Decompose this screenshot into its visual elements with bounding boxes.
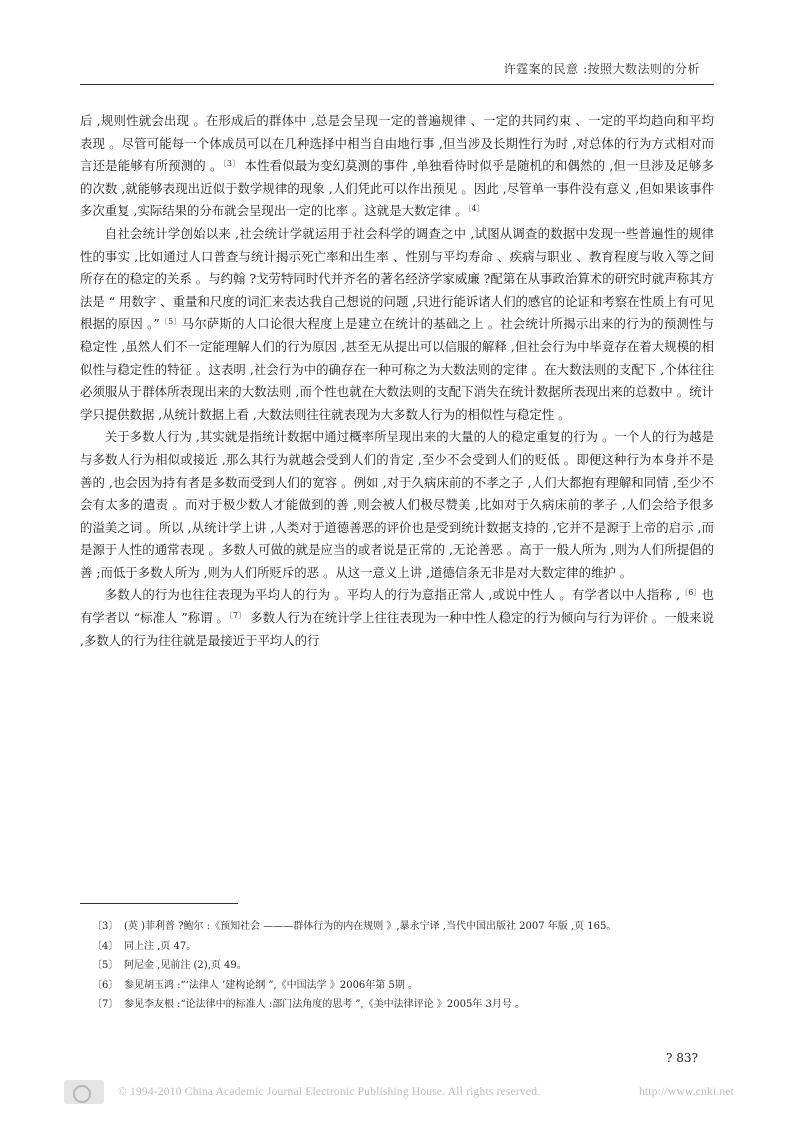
footnote-text: (英 )菲利普 ?鲍尔 :《预知社会 ———群体行为的内在规则 》,暴永宁译 ,当代中国出版社 2007 年版 ,页 165。 (124, 921, 617, 932)
paragraph-3: 关于多数人行为 ,其实就是指统计数据中通过概率所呈现出来的大量的人的稳定重复的行为 。一个人的行为越是与多数人行为相似或接近 ,那么其行为就越会受到人们的肯定 ,至少不会受到人们的贬低 。即便这种行为本身并不是善的 ,也会因为持有者是多数而受到人们的宽容 。例如 ,对于久病床前的不孝之子 ,人们大都抱有理解和同情 ,至少不会有太多的遣责 。而对于极少数人才能做到的善 ,则会被人们极尽赞美 ,比如对于久病床前的孝子 ,人们会给予很多的溢美之词 。所以 ,从统计学上讲 ,人类对于道德善恶的评价也是受到统计数据支持的 ,它并不是源于上帝的启示 ,而是源于人性的通常表现 。多数人可做的就是应当的或者说是正常的 ,无论善恶 。高于一般人所为 ,则为人们所提倡的善 ;而低于多数人所为 ,则为人们所贬斥的恶 。从这一意义上讲 ,道德信条无非是对大数定律的维护 。 (80, 429, 714, 580)
footnote-text: 参见胡玉鸿 :“‘法律人 ’建构论纲 ”,《中国法学 》2006年第 5期 。 (124, 979, 419, 991)
footnote-item (80, 938, 714, 956)
running-header (80, 58, 714, 85)
paragraph-4: 多数人的行为也往往表现为平均人的行为 。平均人的行为意指正常人 ,或说中性人 。有学者以中人指称 ,$^{〔6〕}$也有学者以 “标准人 ”称谓 。$^{〔7〕}$ 多数人行为在统计学上往往表现为一种中性人稳定的行为倾向与行为评价 。一般来说 ,多数人的行为往往就是最接近于平均人的行 (80, 587, 715, 648)
footnote-ref-5[interactable]: 〔5〕 (159, 317, 182, 327)
copyright-text: © 1994-2010 China Academic Journal Electronic Publishing House. All rights reserved. (118, 1086, 541, 1098)
footnote-ref-3[interactable]: 〔3〕 (222, 159, 241, 169)
footnote-item (80, 957, 714, 975)
footnote-number: 〔7〕 (92, 999, 119, 1010)
copyright-bar (60, 1078, 734, 1108)
footnotes (80, 918, 714, 1016)
footnote-text: 同上注 ,页 47。 (124, 940, 197, 952)
article-body (80, 110, 714, 652)
paragraph-2: 自社会统计学创始以来 ,社会统计学就运用于社会科学的调查之中 ,试图从调查的数据中发现一些普遍性的规律性的事实 ,比如通过人口普查与统计揭示死亡率和出生率 、性别与平均寿命 、疾病与职业 、教育程度与收入等之间所存在的稳定的关系 。与约翰 ?戈劳特同时代并齐名的著名经济学家威廉 ?配第在从事政治算术的研究时就声称其方法是 “ 用数字 、重量和尺度的词汇来表达我自己想说的问题 ,只进行能诉诸人们的感官的论证和考察在性质上有可见根据的原因 。”$^{〔5〕}$马尔萨斯的人口论很大程度上是建立在统计的基础之上 。社会统计所揭示出来的行为的预测性与稳定性 ,虽然人们不一定能理解人们的行为原因 ,甚至无从提出可以信服的解释 ,但社会行为中毕竟存在着大规模的相似性与稳定性的特征 。这表明 ,社会行为中的确存在一种可称之为大数法则的定律 。在大数法则的支配下 ,个体往往必须服从于群体所表现出来的大数法则 ,而个性也就在大数法则的支配下消失在统计数据所表现出来的总数中 。统计学只提供数据 ,从统计数据上看 ,大数法则往往就表现为大多数人行为的相似性与稳定性 。 (80, 225, 714, 422)
footnote-number: 〔3〕 (92, 921, 119, 932)
footnote-item (80, 918, 714, 936)
footnote-number: 〔6〕 (92, 979, 119, 991)
footnote-text: 参见李友根 :“论法律中的标准人 :部门法角度的思考 ”,《美中法律评论 》2005年 3月号 。 (124, 999, 526, 1010)
footnote-number: 〔5〕 (92, 960, 119, 971)
footnote-item (80, 977, 714, 995)
footnote-text: 阿尼金 ,见前注 (2),页 49。 (124, 960, 247, 971)
footnote-number: 〔4〕 (92, 940, 119, 952)
cnki-link[interactable]: http://www.cnki.net (638, 1086, 734, 1098)
paragraph-1: 后 ,规则性就会出现 。在形成后的群体中 ,总是会呈现一定的普遍规律 、一定的共同约束 、一定的平均趋向和平均表现 。尽管可能每一个体成员可以在几种选择中相当自由地行事 ,但当涉及长期性行为时 ,对总体的行为方式相对而言还是能够有所预测的 。$^{〔3〕}$ 本性看似最为变幻莫测的事件 ,单独看待时似乎是随机的和偶然的 ,但一旦涉及足够多的次数 ,就能够表现出近似于数学规律的现象 ,人们凭此可以作出预见 。因此 ,尽管单一事件没有意义 ,但如果该事件多次重复 ,实际结果的分布就会呈现出一定的比率 。这就是大数定律 。$^{〔4〕}$ (80, 113, 714, 219)
running-title: 许霆案的民意 :按照大数法则的分析 (503, 62, 700, 76)
footnote-item (80, 996, 714, 1014)
footnote-ref-6[interactable]: 〔6〕 (680, 588, 702, 598)
footnote-ref-4[interactable]: 〔4〕 (467, 204, 485, 214)
page-number: ? 83? (666, 1051, 698, 1065)
footnote-divider (80, 903, 238, 904)
footnote-ref-7[interactable]: 〔7〕 (228, 611, 247, 621)
cnki-logo-icon (64, 1080, 104, 1104)
